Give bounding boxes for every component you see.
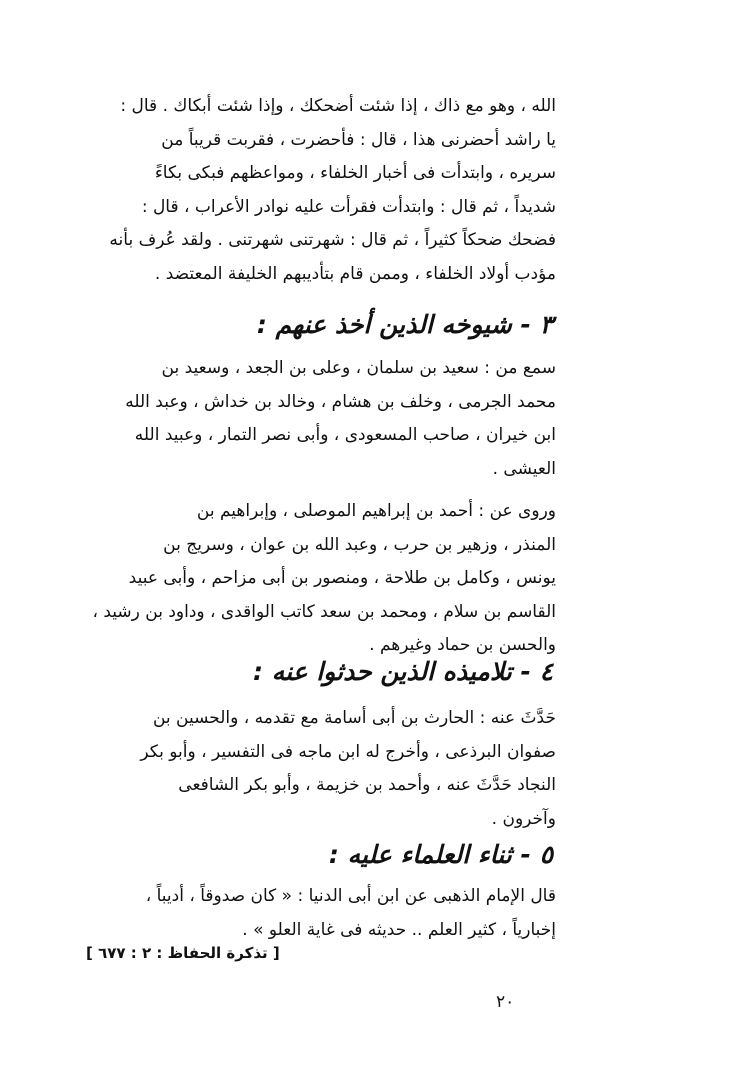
- section-3-paragraph-1: [82, 352, 556, 486]
- section-3-heading: ٣ - شيوخه الذين أخذ عنهم :: [256, 310, 553, 339]
- text-line: والحسن بن حماد وغيرهم .: [369, 635, 556, 656]
- text-line: ابن خيران ، صاحب المسعودى ، وأبى نصر التمار ، وعبيد الله: [134, 425, 556, 446]
- intro-paragraph: [82, 90, 556, 292]
- text-line: سريره ، وابتدأت فى أخبار الخلفاء ، ومواعظهم فبكى بكاءً: [154, 163, 556, 184]
- text-line: وآخرون .: [491, 808, 556, 829]
- text-line: وروى عن : أحمد بن إبراهيم الموصلى ، وإبراهيم بن: [196, 501, 556, 521]
- text-line: صفوان البرذعى ، وأخرج له ابن ماجه فى التفسير ، وأبو بكر: [140, 741, 556, 762]
- text-line: مؤدب أولاد الخلفاء ، وممن قام بتأديبهم الخليفة المعتضد .: [154, 263, 556, 284]
- text-line: الله ، وهو مع ذاك ، إذا شئت أضحكك ، وإذا شئت أبكاك . قال :: [120, 96, 556, 116]
- text-line: فضحك ضحكاً كثيراً ، ثم قال : شهرتنى شهرتنى . ولقد عُرف بأنه: [109, 230, 556, 251]
- source-citation: [ تذكرة الحفاظ : ٢ : ٦٧٧ ]: [86, 944, 280, 962]
- text-line: قال الإمام الذهبى عن ابن أبى الدنيا : « كان صدوقاً ، أديباً ،: [145, 886, 556, 906]
- text-line: سمع من : سعيد بن سلمان ، وعلى بن الجعد ، وسعيد بن: [161, 358, 556, 378]
- section-4-heading: ٤ - تلاميذه الذين حدثوا عنه :: [253, 657, 553, 686]
- text-line: المنذر ، وزهير بن حرب ، وعبد الله بن عوان ، وسريج بن: [163, 534, 556, 555]
- text-line: القاسم بن سلام ، ومحمد بن سعد كاتب الواقدى ، وداود بن رشيد ،: [92, 601, 556, 622]
- page-number: ٢٠: [496, 992, 515, 1012]
- text-line: يونس ، وكامل بن طلاحة ، ومنصور بن أبى مزاحم ، وأبى عبيد: [128, 568, 556, 589]
- text-line: شديداً ، ثم قال : وابتدأت فقرأت عليه نوادر الأعراب ، قال :: [141, 196, 556, 217]
- text-line: حَدَّثَ عنه : الحارث بن أبى أسامة مع تقدمه ، والحسين بن: [152, 708, 556, 728]
- text-line: يا راشد أحضرنى هذا ، قال : فأحضرت ، فقربت قريباً من: [161, 129, 556, 150]
- section-5-paragraph: [82, 880, 556, 947]
- text-line: إخبارياً ، كثير العلم .. حديثه فى غاية العلو » .: [242, 919, 556, 940]
- section-4-paragraph: [82, 702, 556, 836]
- section-5-heading: ٥ - ثناء العلماء عليه :: [328, 840, 553, 869]
- text-line: محمد الجرمى ، وخلف بن هشام ، وخالد بن خداش ، وعبد الله: [125, 391, 556, 412]
- text-line: النجاد حَدَّثَ عنه ، وأحمد بن خزيمة ، وأبو بكر الشافعى: [178, 775, 556, 796]
- section-3-paragraph-2: [82, 495, 556, 663]
- text-line: العيشى .: [492, 458, 556, 479]
